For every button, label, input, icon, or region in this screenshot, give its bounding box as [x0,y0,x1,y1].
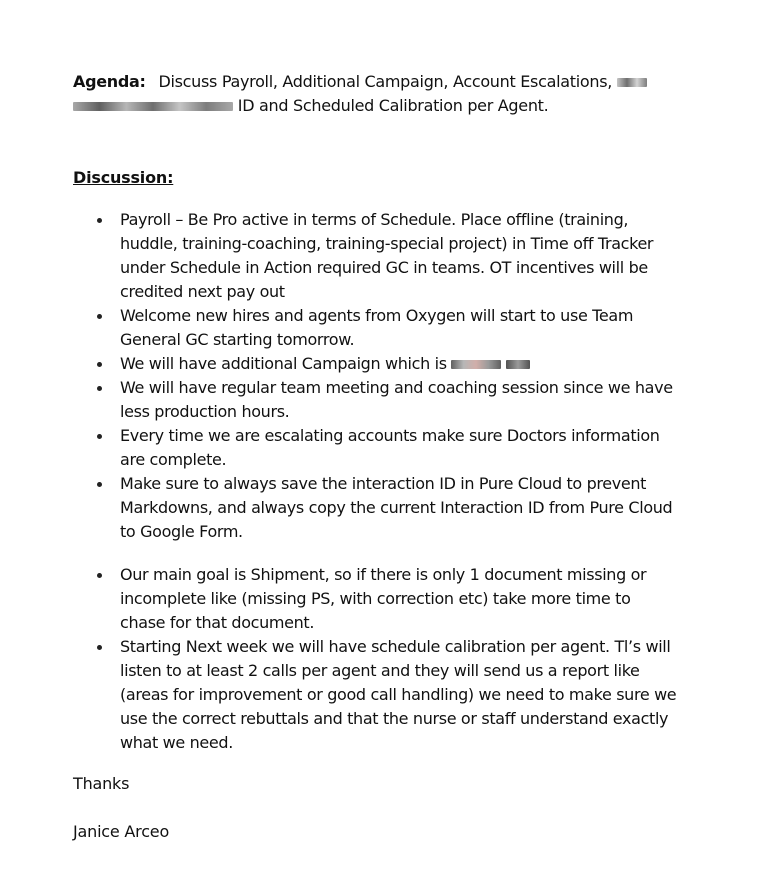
redacted-text [506,360,530,369]
discussion-heading: Discussion: [73,168,174,187]
redacted-text [73,102,233,111]
list-item-welcome [120,304,680,352]
redacted-text [451,360,501,369]
signature-name: Janice Arceo [73,822,170,841]
agenda-label: Agenda: [73,72,146,91]
list-item-calibration [120,635,680,755]
list-item-text: We will have additional Campaign which is [120,354,447,373]
list-item-text: Starting Next week we will have schedule calibration per agent. Tl’s will listen to at least 2 calls per agent and they will send us a report like (areas for improvement or good call handling) we need to make sure we use the correct rebuttals and that the nurse or staff understand exactly what we need. [120,637,677,752]
redacted-text [617,78,647,87]
list-item-payroll [120,208,680,304]
list-item-text: We will have regular team meeting and coaching session since we have less production hours. [120,378,673,421]
agenda-text-part2: ID and Scheduled Calibration per Agent. [237,96,549,115]
agenda-text-part1: Discuss Payroll, Additional Campaign, Account Escalations, [158,72,613,91]
list-item-text: Our main goal is Shipment, so if there is only 1 document missing or incomplete like (missing PS, with correction etc) take more time to chase for that document. [120,565,647,632]
list-item-text: Every time we are escalating accounts make sure Doctors information are complete. [120,426,660,469]
list-item-campaign [120,352,680,376]
list-item-text: Payroll – Be Pro active in terms of Schedule. Place offline (training, huddle, training-coaching, training-special project) in Time off Tracker under Schedule in Action required GC in teams. OT incentives will be credited next pay out [120,210,654,301]
discussion-list [0,208,757,755]
list-item-interaction-id [120,472,680,544]
list-item-text: Welcome new hires and agents from Oxygen will start to use Team General GC starting tomorrow. [120,306,634,349]
list-item-shipment [120,563,680,635]
agenda-paragraph [73,70,693,118]
list-item-text: Make sure to always save the interaction ID in Pure Cloud to prevent Markdowns, and always copy the current Interaction ID from Pure Cloud to Google Form. [120,474,673,541]
closing-thanks: Thanks [73,774,130,793]
list-item-escalation [120,424,680,472]
list-item-team-meeting [120,376,680,424]
